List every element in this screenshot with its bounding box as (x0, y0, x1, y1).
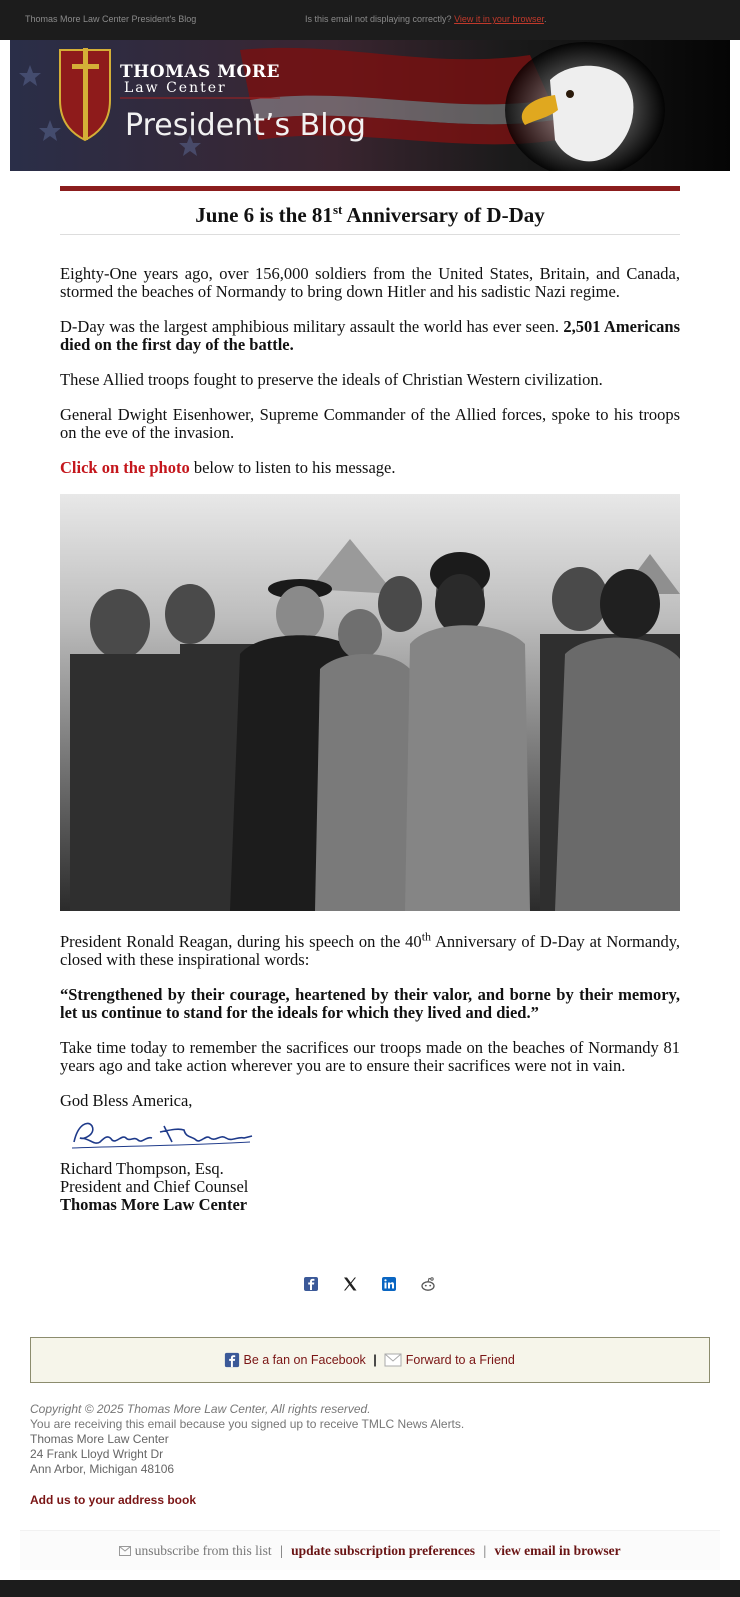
signature-block (60, 1160, 680, 1214)
reddit-icon[interactable] (419, 1275, 437, 1293)
social-share-row (0, 1275, 740, 1295)
eisenhower-photo-link[interactable] (60, 494, 680, 911)
blog-title: President’s Blog (125, 108, 366, 143)
footer-city: Ann Arbor, Michigan 48106 (30, 1462, 175, 1476)
facebook-icon[interactable] (302, 1275, 320, 1293)
org-name-line2: Law Center (124, 80, 227, 96)
view-email-in-browser-link[interactable]: view email in browser (494, 1543, 621, 1558)
address-book-link[interactable]: Add us to your address book (30, 1493, 197, 1507)
footer-street: 24 Frank Lloyd Wright Dr (30, 1447, 164, 1461)
footer-bar (0, 1580, 740, 1597)
browser-view-notice (305, 14, 546, 24)
footer-org: Thomas More Law Center (30, 1432, 169, 1446)
linkedin-icon[interactable] (380, 1275, 398, 1293)
unsub-separator-2: | (483, 1543, 487, 1558)
unsubscribe-bar (20, 1530, 720, 1570)
article-title: June 6 is the 81st Anniversary of D-Day (60, 203, 680, 235)
header-bar (0, 0, 740, 40)
paragraph-5: Click on the photo below to listen to his message. (60, 458, 396, 477)
email-footer (30, 1402, 710, 1508)
view-in-browser-link[interactable]: View it in your browser (454, 14, 544, 24)
article (60, 186, 680, 1214)
org-name-line1: THOMAS MORE (120, 62, 280, 82)
header-left-text: Thomas More Law Center President's Blog (25, 14, 197, 24)
update-preferences-link[interactable]: update subscription preferences (291, 1543, 476, 1558)
subscription-reason: You are receiving this email because you signed up to receive TMLC News Alerts. (30, 1417, 465, 1431)
notice-period: . (543, 14, 547, 24)
fan-separator: | (373, 1353, 377, 1367)
paragraph-7: Take time today to remember the sacrifices our troops made on the beaches of Normandy 81 years ago and take action wherever you are to ensure their sacrifices were not in vain. (60, 1038, 680, 1075)
envelope-icon (384, 1353, 402, 1367)
x-icon[interactable] (341, 1275, 359, 1293)
paragraph-4: General Dwight Eisenhower, Supreme Commander of the Allied forces, spoke to his troops on the eve of the invasion. (60, 405, 680, 442)
paragraph-3: These Allied troops fought to preserve the ideals of Christian Western civilization. (60, 370, 603, 389)
paragraph-1: Eighty-One years ago, over 156,000 soldiers from the United States, Britain, and Canada, stormed the beaches of Normandy to bring down Hitler and his sadistic Nazi regime. (60, 264, 680, 301)
closing-line: God Bless America, (60, 1091, 193, 1110)
signer-org: Thomas More Law Center (60, 1195, 248, 1214)
forward-to-friend-link[interactable]: Forward to a Friend (405, 1353, 515, 1367)
signature-image (60, 1112, 260, 1154)
facebook-small-icon (224, 1352, 240, 1368)
unsub-separator-1: | (279, 1543, 283, 1558)
fan-forward-box (30, 1337, 710, 1383)
blog-banner (10, 40, 730, 171)
facebook-fan-link[interactable]: Be a fan on Facebook (243, 1353, 366, 1367)
paragraph-6: President Ronald Reagan, during his speech on the 40th Anniversary of D-Day at Normandy, closed with these inspirational words: (60, 929, 680, 969)
signer-title: President and Chief Counsel (60, 1177, 249, 1196)
reagan-quote: “Strengthened by their courage, heartened by their valor, and borne by their memory, let us continue to stand for the ideals for which they lived and died.” (60, 985, 680, 1022)
paragraph-2: D-Day was the largest amphibious military assault the world has ever seen. 2,501 Americans died on the first day of the battle. (60, 317, 680, 354)
browser-view-prompt: Is this email not displaying correctly? (305, 14, 452, 24)
unsubscribe-link[interactable]: unsubscribe from this list (134, 1543, 272, 1558)
title-rule (60, 186, 680, 191)
envelope-small-icon (119, 1544, 131, 1560)
copyright-text: Copyright © 2025 Thomas More Law Center, All rights reserved. (30, 1402, 371, 1416)
signer-name: Richard Thompson, Esq. (60, 1159, 224, 1178)
click-photo-link[interactable]: Click on the photo (60, 458, 190, 477)
banner-background (10, 40, 730, 171)
